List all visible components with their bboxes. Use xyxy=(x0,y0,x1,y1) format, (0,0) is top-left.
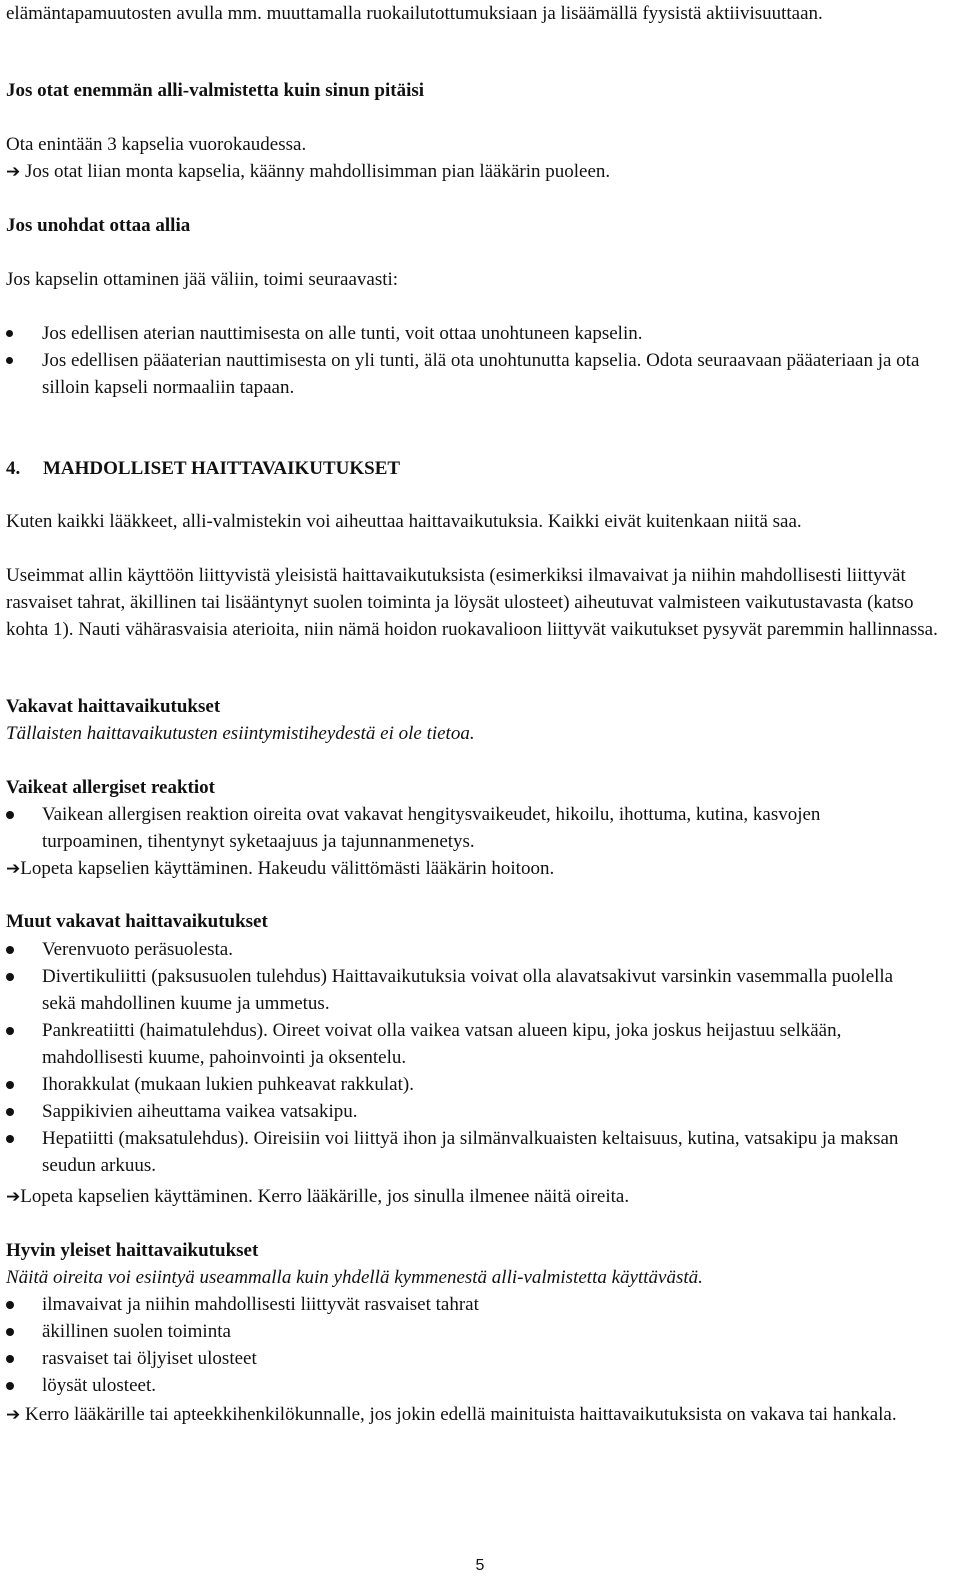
arrow-right-icon: ➔ xyxy=(6,859,21,879)
list-item: löysät ulosteet. xyxy=(6,1372,906,1399)
list-item: Ihorakkulat (mukaan lukien puhkeavat rakkulat). xyxy=(6,1071,926,1098)
section-title: MAHDOLLISET HAITTAVAIKUTUKSET xyxy=(43,458,401,479)
list-item: rasvaiset tai öljyiset ulosteet xyxy=(6,1345,906,1372)
list-item: Vaikean allergisen reaktion oireita ovat vakavat hengitysvaikeudet, hikoilu, ihottuma, kutina, kasvojen turpoaminen, tihentynyt syketaajuus ja tajunnanmenetys. xyxy=(6,801,906,855)
list-item: Sappikivien aiheuttama vaikea vatsakipu. xyxy=(6,1098,926,1125)
allergic-list xyxy=(6,801,906,855)
section-4-intro: Kuten kaikki lääkkeet, alli-valmistekin voi aiheuttaa haittavaikutuksia. Kaikki eivät kuitenkaan niitä saa. xyxy=(6,511,802,532)
page-number: 5 xyxy=(475,1557,485,1574)
arrow-right-icon: ➔ xyxy=(6,1187,21,1207)
missed-dose-list xyxy=(6,320,946,401)
arrow-right-icon: ➔ xyxy=(6,1405,21,1425)
missed-dose-heading: Jos unohdat ottaa allia xyxy=(6,215,191,236)
serious-note: Tällaisten haittavaikutusten esiintymistiheydestä ei ole tietoa. xyxy=(6,723,475,744)
list-item: Hepatiitti (maksatulehdus). Oireisiin voi liittyä ihon ja silmänvalkuaisten keltaisuus, kutina, vatsakipu ja maksan seudun arkuus. xyxy=(6,1125,926,1179)
list-item: Jos edellisen aterian nauttimisesta on alle tunti, voit ottaa unohtuneen kapselin. xyxy=(6,320,946,347)
list-item: Verenvuoto peräsuolesta. xyxy=(6,936,926,963)
overdose-max-line: Ota enintään 3 kapselia vuorokaudessa. xyxy=(6,134,307,155)
very-common-action-text: Kerro lääkärille tai apteekkihenkilökunnalle, jos jokin edellä mainituista haittavaikutuksista on vakava tai hankala. xyxy=(25,1404,897,1425)
allergic-action xyxy=(6,855,554,883)
serious-heading: Vakavat haittavaikutukset xyxy=(6,696,221,717)
overdose-arrow-text: Jos otat liian monta kapselia, käänny mahdollisimman pian lääkärin puoleen. xyxy=(25,161,611,182)
list-item: Pankreatiitti (haimatulehdus). Oireet voivat olla vaikea vatsan alueen kipu, joka joskus heijastuu selkään, mahdollisesti kuume, pahoinvointi ja oksentelu. xyxy=(6,1017,926,1071)
overdose-heading: Jos otat enemmän alli-valmistetta kuin sinun pitäisi xyxy=(6,80,425,101)
other-serious-list xyxy=(6,936,926,1179)
very-common-note: Näitä oireita voi esiintyä useammalla kuin yhdellä kymmenestä alli-valmistetta käyttävästä. xyxy=(6,1267,703,1288)
list-item: äkillinen suolen toiminta xyxy=(6,1318,906,1345)
other-serious-heading: Muut vakavat haittavaikutukset xyxy=(6,911,268,932)
intro-continuation: elämäntapamuutosten avulla mm. muuttamalla ruokailutottumuksiaan ja lisäämällä fyysistä aktiivisuuttaan. xyxy=(6,3,823,24)
list-item: Jos edellisen pääaterian nauttimisesta on yli tunti, älä ota unohtunutta kapselia. Odota seuraavaan pääateriaan ja ota silloin kapseli normaaliin tapaan. xyxy=(6,347,946,401)
list-item: Divertikuliitti (paksusuolen tulehdus) Haittavaikutuksia voivat olla alavatsakivut varsinkin vasemmalla puolella sekä mahdollinen kuume ja ummetus. xyxy=(6,963,926,1017)
overdose-arrow-line xyxy=(6,158,610,186)
very-common-heading: Hyvin yleiset haittavaikutukset xyxy=(6,1240,259,1261)
section-number: 4. xyxy=(6,458,21,479)
allergic-heading: Vaikeat allergiset reaktiot xyxy=(6,777,215,798)
section-4-paragraph: Useimmat allin käyttöön liittyvistä yleisistä haittavaikutuksista (esimerkiksi ilmavaivat ja niihin mahdollisesti liittyvät rasvaiset tahrat, äkillinen tai lisääntynyt suolen toiminta ja löysät ulosteet) aiheutuvat valmisteen vaikutustavasta (katso kohta 1). Nauti vähärasvaisia aterioita, niin nämä hoidon ruokavalioon liittyvät vaikutukset pysyvät paremmin hallinnassa. xyxy=(6,565,938,640)
other-serious-action xyxy=(6,1183,629,1211)
very-common-action xyxy=(6,1401,926,1429)
allergic-action-text: Lopeta kapselien käyttäminen. Hakeudu välittömästi lääkärin hoitoon. xyxy=(20,858,555,879)
missed-dose-intro: Jos kapselin ottaminen jää väliin, toimi seuraavasti: xyxy=(6,269,399,290)
arrow-right-icon: ➔ xyxy=(6,162,21,182)
very-common-list xyxy=(6,1291,906,1399)
section-4-heading xyxy=(6,455,400,482)
other-serious-action-text: Lopeta kapselien käyttäminen. Kerro lääkärille, jos sinulla ilmenee näitä oireita. xyxy=(20,1186,630,1207)
list-item: ilmavaivat ja niihin mahdollisesti liittyvät rasvaiset tahrat xyxy=(6,1291,906,1318)
